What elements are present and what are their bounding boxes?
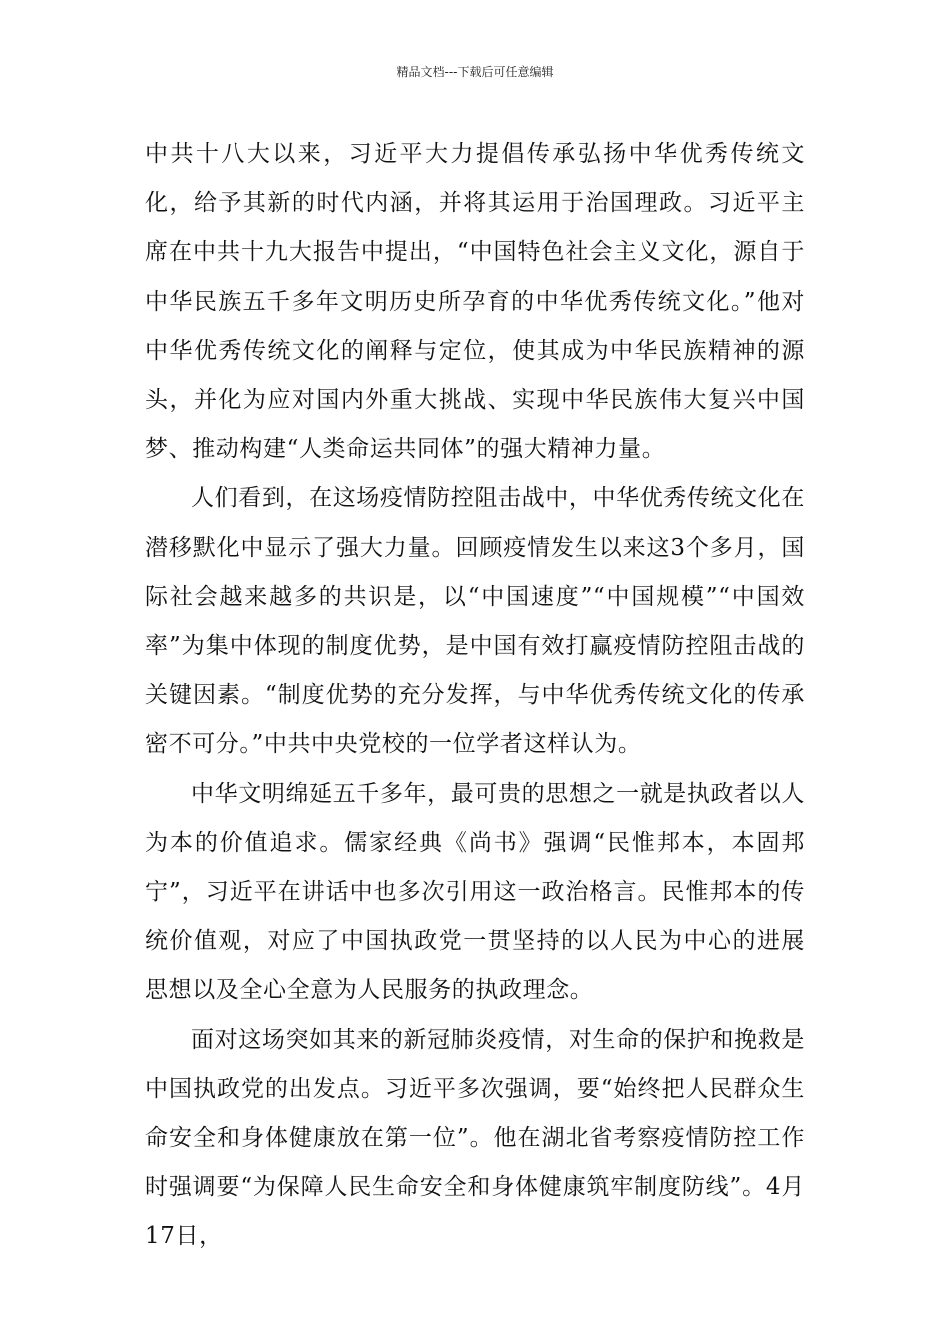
paragraph-1: 中共十八大以来，习近平大力提倡传承弘扬中华优秀传统文化，给予其新的时代内涵，并将其运用于治国理政。习近平主席在中共十九大报告中提出，“中国特色社会主义文化，源自于中华民族五千多年文明历史所孕育的中华优秀传统文化。”他对中华优秀传统文化的阐释与定位，使其成为中华民族精神的源头，并化为应对国内外重大挑战、实现中华民族伟大复兴中国梦、推动构建“人类命运共同体”的强大精神力量。 (145, 141, 805, 463)
paragraph-3: 中华文明绵延五千多年，最可贵的思想之一就是执政者以人为本的价值追求。儒家经典《尚书》强调“民惟邦本，本固邦宁”，习近平在讲话中也多次引用这一政治格言。民惟邦本的传统价值观，对应了中国执政党一贯坚持的以人民为中心的进展思想以及全心全意为人民服务的执政理念。 (145, 780, 805, 1004)
document-body (145, 130, 805, 1262)
paragraph-4: 面对这场突如其来的新冠肺炎疫情，对生命的保护和挽救是中国执政党的出发点。习近平多次强调，要“始终把人民群众生命安全和身体健康放在第一位”。他在湖北省考察疫情防控工作时强调要“为保障人民生命安全和身体健康筑牢制度防线”。4月17日， (145, 1026, 805, 1250)
paragraph-2: 人们看到，在这场疫情防控阻击战中，中华优秀传统文化在潜移默化中显示了强大力量。回顾疫情发生以来这3个多月，国际社会越来越多的共识是，以“中国速度”“中国规模”“中国效率”为集中体现的制度优势，是中国有效打赢疫情防控阻击战的关键因素。“制度优势的充分发挥，与中华优秀传统文化的传承密不可分。”中共中央党校的一位学者这样认为。 (145, 485, 805, 758)
page-header: 精品文档---下载后可任意编辑 (396, 65, 554, 79)
